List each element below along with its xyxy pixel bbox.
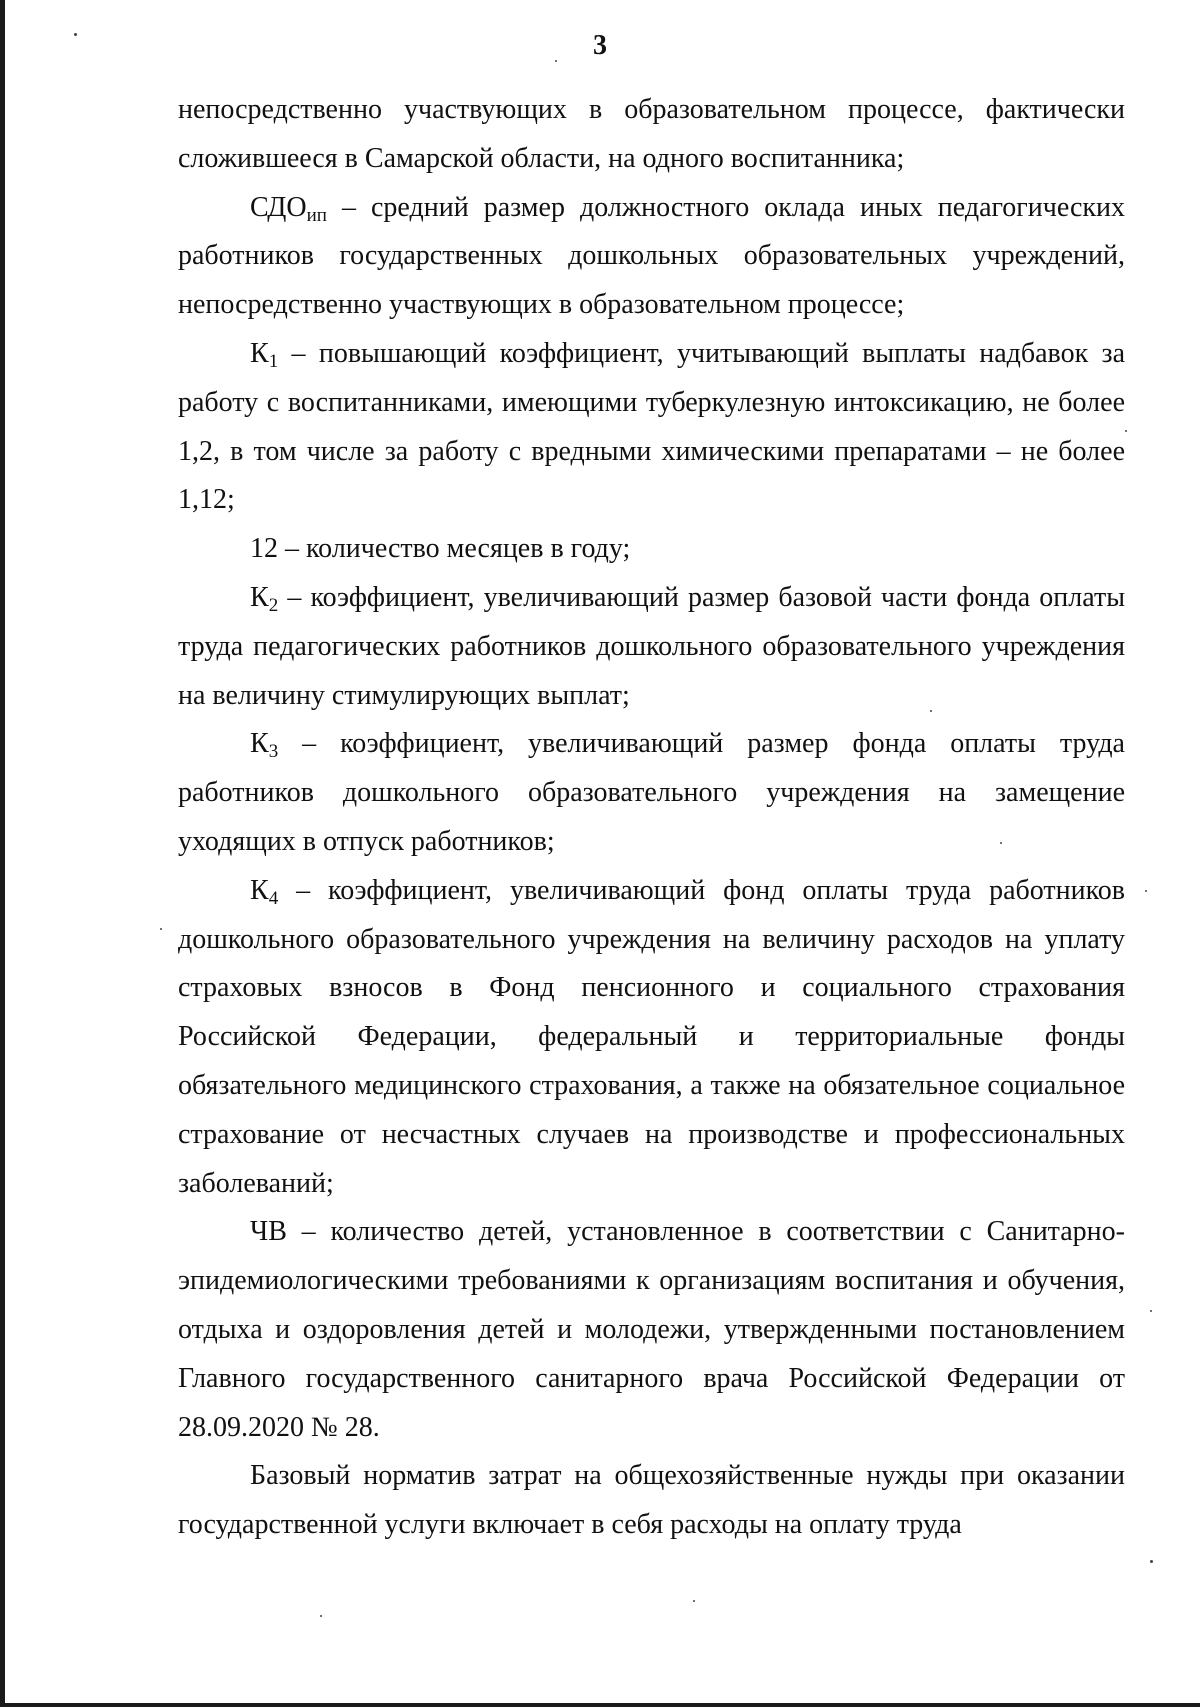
scan-speck [74, 33, 77, 36]
scan-speck [160, 928, 162, 930]
scan-speck [320, 1615, 322, 1617]
symbol-subscript: 3 [268, 741, 279, 763]
paragraph-chv [178, 1208, 1125, 1452]
symbol-subscript: 2 [268, 594, 279, 616]
paragraph-k3 [178, 720, 1125, 866]
paragraph-text: 12 – количество месяцев в году; [250, 533, 631, 565]
paragraph-text: – средний размер должностного оклада иных педагогических работников государственных дошкольных образовательных учреждений, непосредственно участвующих в образовательном процессе; [178, 191, 1125, 321]
scan-speck [1150, 1310, 1152, 1312]
paragraph-k2 [178, 574, 1125, 720]
paragraph-text: непосредственно участвующих в образовательном процессе, фактически сложившееся в Самарской области, на одного воспитанника; [178, 94, 1125, 174]
paragraph-text: – коэффициент, увеличивающий фонд оплаты труда работников дошкольного образовательного учреждения на величину расходов на уплату страховых взносов в Фонд пенсионного и социального страхования Российской Федерации, федеральный и территориальные фонды обязательного медицинского страхования, а также на обязательное социальное страхование от несчастных случаев на производстве и профессиональных заболеваний; [178, 874, 1125, 1199]
paragraph-k4 [178, 867, 1125, 1209]
symbol: К [250, 581, 269, 613]
page-number: 3 [593, 30, 607, 61]
paragraph-text: – коэффициент, увеличивающий размер фонда оплаты труда работников дошкольного образовательного учреждения на замещение уходящих в отпуск работников; [178, 728, 1125, 857]
paragraph-text: Базовый норматив затрат на общехозяйственные нужды при оказании государственной услуги включает в себя расходы на оплату труда [178, 1460, 1125, 1541]
scan-left-edge [0, 0, 5, 1707]
paragraph-sdo-ip [178, 184, 1125, 330]
symbol: К [250, 728, 269, 760]
symbol: К [250, 874, 269, 906]
symbol: К [250, 337, 269, 369]
paragraph-months [178, 525, 1125, 574]
paragraph-text: – повышающий коэффициент, учитывающий выплаты надбавок за работу с воспитанниками, имеющими туберкулезную интоксикацию, не более 1,2, в том числе за работу с вредными химическими препаратами – не более 1,12; [178, 337, 1125, 516]
scan-speck [1125, 430, 1127, 432]
scan-speck [1145, 890, 1147, 892]
scan-speck [1150, 1560, 1153, 1563]
symbol: СДО [250, 191, 307, 223]
paragraph-text: – коэффициент, увеличивающий размер базовой части фонда оплаты труда педагогических работников дошкольного образовательного учреждения на величину стимулирующих выплат; [178, 581, 1125, 711]
scan-speck [930, 710, 932, 712]
symbol-subscript: ип [306, 204, 327, 226]
scan-speck [555, 60, 557, 62]
paragraph-text: ЧВ – количество детей, установленное в соответствии с Санитарно-эпидемиологическими требованиями к организациям воспитания и обучения, отдыха и оздоровления детей и молодежи, утвержденными постановлением Главного государственного санитарного врача Российской Федерации от 28.09.2020 № 28. [178, 1216, 1125, 1443]
symbol-subscript: 4 [268, 887, 279, 909]
paragraph-k1 [178, 330, 1125, 525]
paragraph-base-norm [178, 1452, 1125, 1550]
scan-bottom-edge [0, 1703, 1200, 1707]
document-body [178, 86, 1125, 1550]
symbol-subscript: 1 [268, 350, 279, 372]
scan-speck [1000, 842, 1002, 844]
paragraph-continuation [178, 86, 1125, 184]
scan-speck [693, 1600, 695, 1602]
